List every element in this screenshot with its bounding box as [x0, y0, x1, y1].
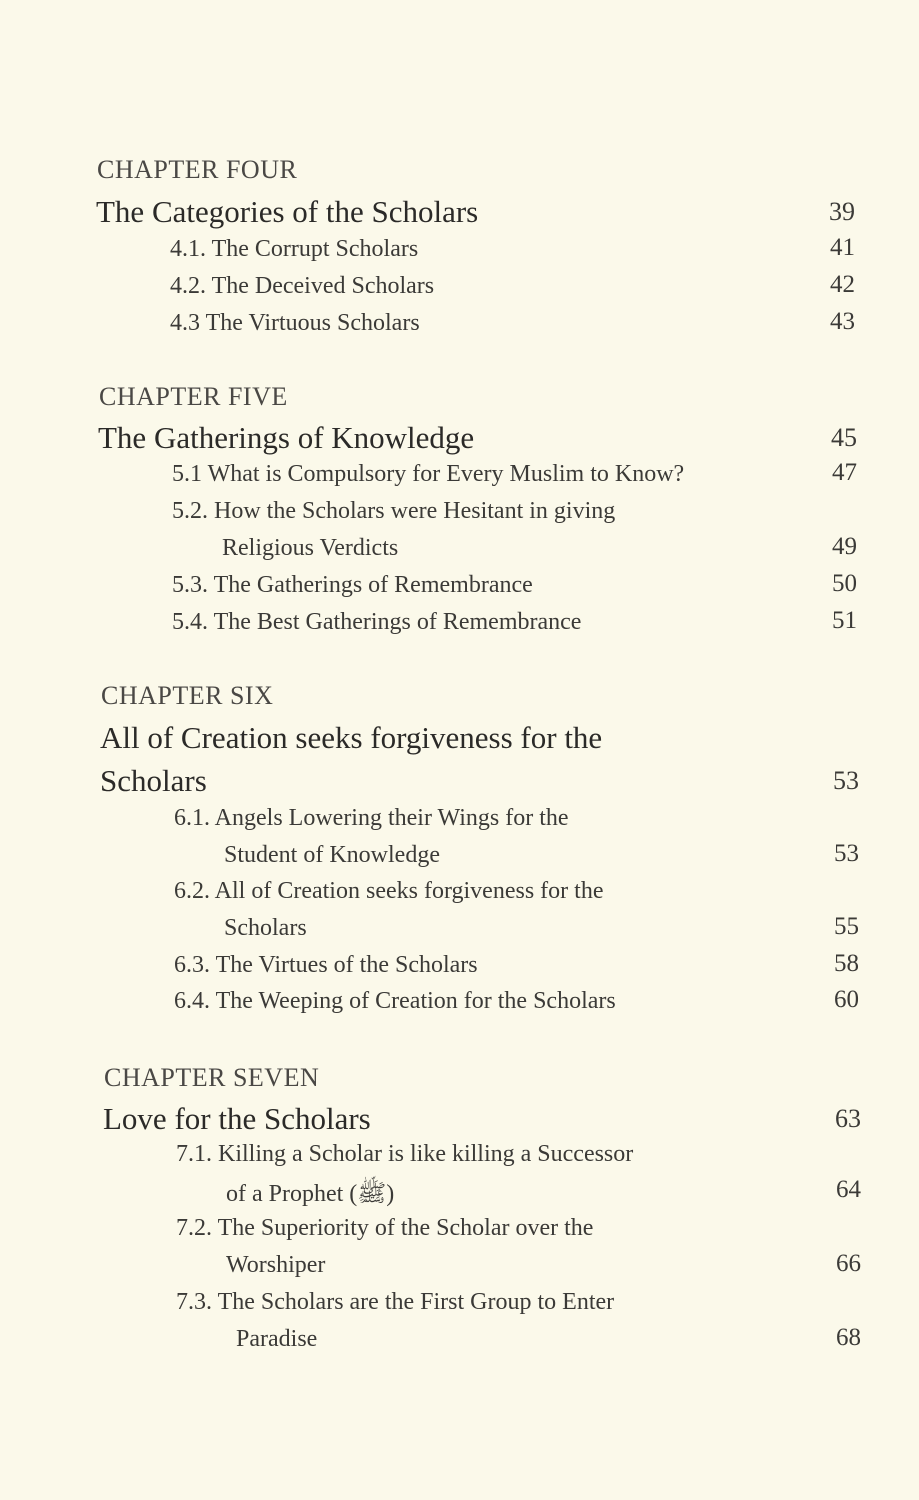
- toc-page-number: 68: [836, 1324, 861, 1351]
- toc-page-number: 66: [836, 1250, 861, 1277]
- chapter-five-heading: CHAPTER FIVE: [99, 382, 288, 411]
- toc-page-number: 53: [834, 840, 859, 867]
- toc-entry: 5.3. The Gatherings of Remembrance: [172, 572, 533, 598]
- toc-entry-continuation: of a Prophet (ﷺ): [226, 1181, 395, 1207]
- chapter-four-page: 39: [829, 197, 855, 226]
- chapter-five-title: The Gatherings of Knowledge: [98, 420, 475, 455]
- toc-entry: 4.2. The Deceived Scholars: [170, 273, 435, 299]
- toc-page-number: 42: [830, 271, 855, 298]
- toc-page-number: 50: [832, 570, 857, 597]
- chapter-seven-title: Love for the Scholars: [103, 1101, 371, 1136]
- toc-entry: 5.1 What is Compulsory for Every Muslim to Know?: [172, 461, 685, 487]
- toc-entry: 7.2. The Superiority of the Scholar over the: [176, 1215, 594, 1241]
- toc-entry: 6.4. The Weeping of Creation for the Scholars: [174, 988, 616, 1014]
- chapter-five-page: 45: [831, 423, 857, 452]
- chapter-six-title-line2: Scholars: [100, 763, 207, 798]
- chapter-seven-heading: CHAPTER SEVEN: [104, 1063, 320, 1092]
- toc-page-number: 64: [836, 1176, 861, 1203]
- toc-entry: 5.4. The Best Gatherings of Remembrance: [172, 609, 582, 635]
- toc-page-number: 47: [832, 459, 857, 486]
- toc-entry: 6.1. Angels Lowering their Wings for the: [174, 805, 569, 831]
- chapter-six-title-line1: All of Creation seeks forgiveness for the: [100, 720, 603, 755]
- toc-entry: 5.2. How the Scholars were Hesitant in giving: [172, 498, 616, 524]
- chapter-six-page: 53: [833, 766, 859, 795]
- toc-page-number: 60: [834, 986, 859, 1013]
- chapter-four-heading: CHAPTER FOUR: [97, 155, 298, 184]
- toc-page-number: 51: [832, 607, 857, 634]
- toc-entry-continuation: Student of Knowledge: [224, 842, 440, 868]
- toc-entry: 6.2. All of Creation seeks forgiveness for the: [174, 878, 604, 904]
- toc-page-number: 49: [832, 533, 857, 560]
- chapter-seven-page: 63: [835, 1104, 861, 1133]
- toc-entry: 4.1. The Corrupt Scholars: [170, 236, 419, 262]
- toc-entry-continuation: Religious Verdicts: [222, 535, 399, 561]
- chapter-four-title: The Categories of the Scholars: [96, 194, 479, 229]
- toc-page-number: 43: [830, 308, 855, 335]
- toc-entry: 6.3. The Virtues of the Scholars: [174, 952, 478, 978]
- toc-page-number: 55: [834, 913, 859, 940]
- toc-entry: 4.3 The Virtuous Scholars: [170, 310, 420, 336]
- toc-entry-continuation: Paradise: [236, 1326, 318, 1352]
- toc-entry-continuation: Worshiper: [226, 1252, 326, 1278]
- toc-page-number: 58: [834, 950, 859, 977]
- toc-entry-continuation: Scholars: [224, 915, 307, 941]
- toc-page-number: 41: [830, 234, 855, 261]
- toc-entry: 7.1. Killing a Scholar is like killing a Successor: [176, 1141, 634, 1167]
- chapter-six-heading: CHAPTER SIX: [101, 681, 274, 710]
- toc-entry: 7.3. The Scholars are the First Group to Enter: [176, 1289, 615, 1315]
